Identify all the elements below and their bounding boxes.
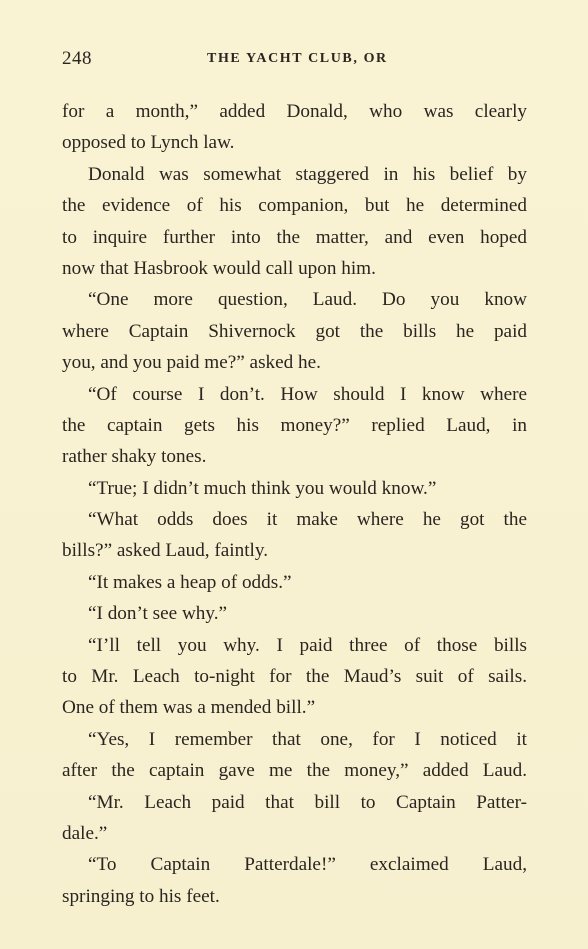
text-line: “It makes a heap of odds.” [88, 571, 292, 593]
text-line: rather shaky tones. [62, 446, 207, 468]
text-line: springing to his feet. [62, 885, 220, 907]
text-line: to inquire further into the matter, and even hoped [62, 226, 527, 248]
text-line: One of them was a mended bill.” [62, 697, 316, 719]
text-line: where Captain Shivernock got the bills he paid [62, 320, 527, 342]
text-line: Donald was somewhat staggered in his belief by [88, 163, 527, 185]
text-line: “One more question, Laud. Do you know [88, 289, 527, 311]
page-number: 248 [62, 48, 92, 69]
text-line: opposed to Lynch law. [62, 132, 235, 154]
body-text [62, 96, 527, 912]
running-title: THE YACHT CLUB, OR [207, 51, 388, 66]
text-line: “True; I didn’t much think you would know.” [88, 477, 437, 499]
text-line: “I don’t see why.” [88, 603, 228, 625]
text-line: “Of course I don’t. How should I know where [88, 383, 527, 405]
text-line: you, and you paid me?” asked he. [62, 352, 321, 374]
text-line: for a month,” added Donald, who was clearly [62, 101, 527, 122]
text-line: dale.” [62, 822, 108, 844]
text-line: now that Hasbrook would call upon him. [62, 257, 376, 279]
text-line: “Mr. Leach paid that bill to Captain Patter- [88, 791, 527, 813]
running-head [62, 48, 524, 72]
text-line: “I’ll tell you why. I paid three of those bills [88, 634, 527, 656]
text-line: after the captain gave me the money,” added Laud. [62, 760, 527, 782]
text-line: the captain gets his money?” replied Laud, in [62, 414, 527, 436]
text-line: “What odds does it make where he got the [88, 509, 527, 531]
text-line: “To Captain Patterdale!” exclaimed Laud, [88, 854, 527, 876]
text-line: the evidence of his companion, but he determined [62, 195, 527, 217]
text-line: “Yes, I remember that one, for I noticed it [88, 728, 527, 750]
text-line: bills?” asked Laud, faintly. [62, 540, 269, 562]
text-line: to Mr. Leach to-night for the Maud’s suit of sails. [62, 666, 527, 688]
